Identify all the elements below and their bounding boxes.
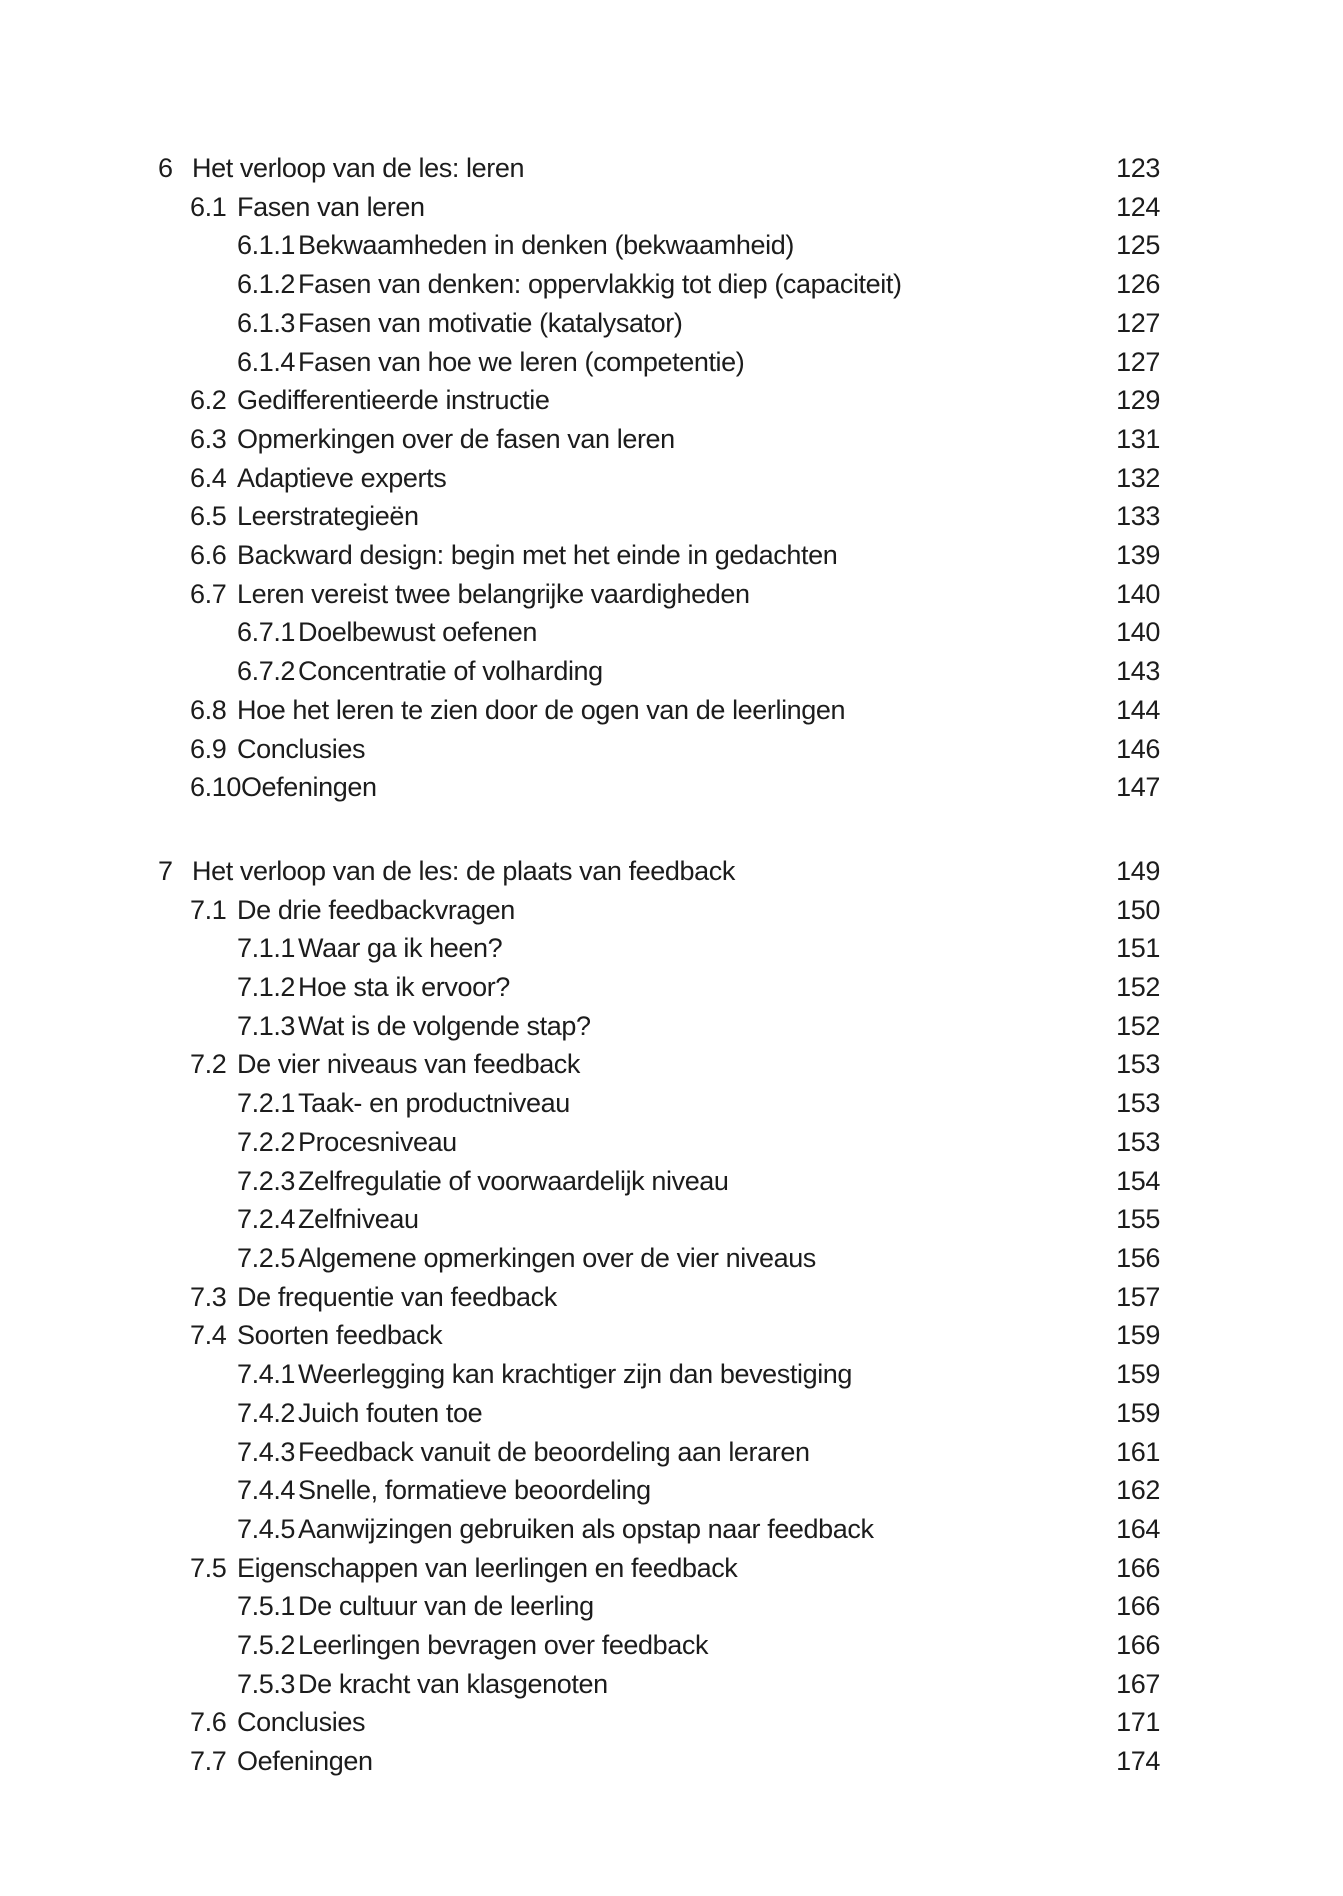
toc-entry-row (158, 768, 1160, 807)
toc-entry-title: Leerlingen bevragen over feedback (298, 1630, 709, 1661)
toc-entry-number: 6.6 (190, 540, 227, 571)
toc-entry-page-number: 131 (1116, 423, 1160, 454)
toc-entry-title: Procesniveau (298, 1126, 457, 1157)
toc-entry-page-number: 174 (1116, 1746, 1160, 1777)
toc-entry-page-number: 144 (1116, 694, 1160, 725)
toc-entry-number: 7.2.2 (237, 1126, 296, 1157)
toc-entry-page-number: 156 (1116, 1242, 1160, 1273)
toc-entry-page-number: 153 (1116, 1049, 1160, 1080)
toc-entry-number: 6.3 (190, 423, 227, 454)
toc-entry-title: De frequentie van feedback (237, 1281, 557, 1312)
toc-entry-page-number: 140 (1116, 578, 1160, 609)
toc-entry-title: Adaptieve experts (237, 462, 447, 493)
toc-chapter-title: Het verloop van de les: leren (192, 153, 525, 183)
toc-entry-number: 7.2.5 (237, 1242, 296, 1273)
toc-entry-number: 7.2.4 (237, 1204, 296, 1235)
toc-entry-title: Fasen van denken: oppervlakkig tot diep (capaciteit) (298, 269, 902, 300)
toc-entry-row (158, 1703, 1160, 1742)
toc-entry-row (158, 536, 1160, 575)
toc-entry-title: Doelbewust oefenen (298, 617, 537, 648)
toc-entry-page-number: 140 (1116, 617, 1160, 648)
toc-entry-number: 7.4 (190, 1320, 227, 1351)
toc-entry-number: 7.1.1 (237, 933, 296, 964)
toc-entry-row (158, 1278, 1160, 1317)
toc-entry-page-number: 125 (1116, 230, 1160, 261)
toc-entry-page-number: 152 (1116, 972, 1160, 1003)
toc-entry-row (158, 304, 1160, 343)
toc-chapter-number: 6 (158, 153, 173, 183)
toc-entry-page-number: 151 (1116, 933, 1160, 964)
toc-entry-title: Oefeningen (240, 772, 377, 803)
toc-entry-number: 7.5.1 (237, 1591, 296, 1622)
toc-entry-title: Feedback vanuit de beoordeling aan leraren (298, 1436, 810, 1467)
toc-entry-title: Oefeningen (237, 1746, 373, 1777)
toc-entry-title: Bekwaamheden in denken (bekwaamheid) (298, 230, 794, 261)
toc-entry-row (158, 1162, 1160, 1201)
toc-entry-row (158, 1587, 1160, 1626)
toc-entry-row (158, 1510, 1160, 1549)
toc-entry-row (158, 1123, 1160, 1162)
toc-entry-number: 7.5.2 (237, 1630, 296, 1661)
toc-entry-row (158, 1742, 1160, 1781)
toc-entry-number: 7.2.3 (237, 1165, 296, 1196)
toc-entry-title: Weerlegging kan krachtiger zijn dan bevestiging (298, 1359, 853, 1390)
toc-entry-page-number: 159 (1116, 1359, 1160, 1390)
toc-entry-title: Juich fouten toe (298, 1397, 483, 1428)
toc-entry-number: 6.7.2 (237, 656, 296, 687)
toc-entry-page-number: 153 (1116, 1126, 1160, 1157)
toc-entry-page-number: 129 (1116, 385, 1160, 416)
toc-entry-row (158, 1316, 1160, 1355)
toc-entry-title: Algemene opmerkingen over de vier niveaus (298, 1242, 816, 1273)
toc-entry-page-number: 127 (1116, 307, 1160, 338)
toc-entry-title: Waar ga ik heen? (298, 933, 503, 964)
toc-entry-row (158, 575, 1160, 614)
toc-entry-page-number: 157 (1116, 1281, 1160, 1312)
toc-entry-number: 6.10 (190, 772, 241, 803)
toc-entry-title: Opmerkingen over de fasen van leren (237, 423, 675, 454)
toc-entry-title: Fasen van leren (237, 191, 425, 222)
toc-entry-page-number: 143 (1116, 656, 1160, 687)
toc-entry-page-number: 139 (1116, 540, 1160, 571)
table-of-contents (158, 149, 1160, 1781)
toc-entry-number: 7.3 (190, 1281, 227, 1312)
toc-chapter-entries (158, 891, 1160, 1781)
toc-entry-row (158, 1665, 1160, 1704)
toc-entry-row (158, 652, 1160, 691)
toc-entry-number: 7.7 (190, 1746, 227, 1777)
toc-entry-number: 7.2 (190, 1049, 227, 1080)
toc-entry-title: Leerstrategieën (237, 501, 419, 532)
toc-chapter (158, 852, 1160, 1781)
toc-entry-row (158, 929, 1160, 968)
toc-entry-row (158, 1007, 1160, 1046)
toc-entry-number: 7.5 (190, 1552, 227, 1583)
toc-chapter-row (158, 149, 1160, 188)
toc-entry-row (158, 1394, 1160, 1433)
toc-entry-row (158, 730, 1160, 769)
toc-chapter-entries (158, 188, 1160, 807)
toc-entry-page-number: 132 (1116, 462, 1160, 493)
toc-entry-row (158, 1045, 1160, 1084)
toc-entry-number: 7.1.3 (237, 1010, 296, 1041)
toc-entry-number: 6.7.1 (237, 617, 296, 648)
toc-entry-title: Zelfregulatie of voorwaardelijk niveau (298, 1165, 729, 1196)
toc-entry-number: 7.1 (190, 894, 227, 925)
toc-entry-page-number: 167 (1116, 1668, 1160, 1699)
toc-entry-row (158, 1549, 1160, 1588)
toc-entry-title: Wat is de volgende stap? (298, 1010, 591, 1041)
toc-entry-title: Aanwijzingen gebruiken als opstap naar feedback (298, 1513, 874, 1544)
toc-entry-page-number: 154 (1116, 1165, 1160, 1196)
toc-entry-number: 7.4.5 (237, 1513, 296, 1544)
toc-entry-title: De drie feedbackvragen (237, 894, 515, 925)
toc-chapter (158, 149, 1160, 807)
toc-entry-row (158, 343, 1160, 382)
toc-entry-title: Fasen van hoe we leren (competentie) (298, 346, 745, 377)
toc-entry-number: 6.1.3 (237, 307, 296, 338)
toc-entry-page-number: 166 (1116, 1630, 1160, 1661)
toc-entry-number: 6.1.2 (237, 269, 296, 300)
toc-entry-page-number: 164 (1116, 1513, 1160, 1544)
toc-entry-title: Hoe het leren te zien door de ogen van de leerlingen (237, 694, 846, 725)
toc-entry-number: 7.2.1 (237, 1088, 296, 1119)
toc-entry-title: Soorten feedback (237, 1320, 443, 1351)
toc-entry-page-number: 150 (1116, 894, 1160, 925)
toc-chapter-number: 7 (158, 855, 173, 886)
toc-entry-row (158, 226, 1160, 265)
toc-entry-page-number: 162 (1116, 1475, 1160, 1506)
toc-entry-title: Snelle, formatieve beoordeling (298, 1475, 651, 1506)
toc-entry-number: 7.4.4 (237, 1475, 296, 1506)
toc-entry-number: 6.9 (190, 733, 227, 764)
toc-entry-title: Concentratie of volharding (298, 656, 603, 687)
toc-entry-title: Zelfniveau (298, 1204, 419, 1235)
toc-chapter-page-number: 123 (1116, 153, 1160, 183)
toc-entry-number: 6.1.1 (237, 230, 296, 261)
toc-entry-number: 7.1.2 (237, 972, 296, 1003)
toc-entry-page-number: 133 (1116, 501, 1160, 532)
toc-entry-page-number: 166 (1116, 1552, 1160, 1583)
toc-entry-page-number: 153 (1116, 1088, 1160, 1119)
toc-entry-page-number: 126 (1116, 269, 1160, 300)
toc-entry-row (158, 265, 1160, 304)
toc-entry-row (158, 1200, 1160, 1239)
toc-entry-row (158, 1626, 1160, 1665)
toc-entry-title: De vier niveaus van feedback (237, 1049, 581, 1080)
toc-entry-row (158, 497, 1160, 536)
toc-entry-row (158, 1084, 1160, 1123)
toc-entry-title: Gedifferentieerde instructie (237, 385, 550, 416)
toc-entry-row (158, 381, 1160, 420)
toc-entry-title: Hoe sta ik ervoor? (298, 972, 510, 1003)
toc-entry-row (158, 459, 1160, 498)
toc-entry-number: 6.7 (190, 578, 227, 609)
toc-entry-page-number: 155 (1116, 1204, 1160, 1235)
toc-chapter-row (158, 852, 1160, 891)
toc-entry-number: 6.5 (190, 501, 227, 532)
toc-entry-number: 6.8 (190, 694, 227, 725)
toc-entry-row (158, 1355, 1160, 1394)
toc-entry-title: Taak- en productniveau (298, 1088, 570, 1119)
toc-entry-title: Conclusies (237, 733, 366, 764)
toc-chapter-page-number: 149 (1116, 855, 1160, 886)
toc-chapter-title: Het verloop van de les: de plaats van feedback (192, 855, 735, 886)
toc-entry-number: 7.4.3 (237, 1436, 296, 1467)
toc-entry-page-number: 161 (1116, 1436, 1160, 1467)
toc-entry-number: 7.4.2 (237, 1397, 296, 1428)
toc-entry-number: 6.2 (190, 385, 227, 416)
toc-entry-page-number: 124 (1116, 191, 1160, 222)
toc-entry-number: 6.1.4 (237, 346, 296, 377)
toc-entry-row (158, 188, 1160, 227)
toc-entry-number: 7.4.1 (237, 1359, 296, 1390)
toc-entry-page-number: 171 (1116, 1707, 1160, 1738)
toc-entry-row (158, 968, 1160, 1007)
toc-entry-row (158, 420, 1160, 459)
toc-entry-title: Fasen van motivatie (katalysator) (298, 307, 683, 338)
toc-entry-title: Eigenschappen van leerlingen en feedback (237, 1552, 738, 1583)
toc-entry-row (158, 891, 1160, 930)
toc-entry-row (158, 1239, 1160, 1278)
toc-entry-page-number: 159 (1116, 1320, 1160, 1351)
toc-entry-page-number: 152 (1116, 1010, 1160, 1041)
toc-entry-title: Leren vereist twee belangrijke vaardigheden (237, 578, 750, 609)
toc-entry-title: De cultuur van de leerling (298, 1591, 594, 1622)
toc-entry-number: 6.4 (190, 462, 227, 493)
toc-entry-page-number: 146 (1116, 733, 1160, 764)
toc-entry-page-number: 159 (1116, 1397, 1160, 1428)
toc-entry-title: Backward design: begin met het einde in gedachten (237, 540, 838, 571)
toc-entry-page-number: 166 (1116, 1591, 1160, 1622)
toc-entry-page-number: 127 (1116, 346, 1160, 377)
toc-entry-row (158, 691, 1160, 730)
toc-entry-number: 6.1 (190, 191, 227, 222)
toc-entry-row (158, 613, 1160, 652)
toc-entry-title: De kracht van klasgenoten (298, 1668, 608, 1699)
toc-entry-row (158, 1471, 1160, 1510)
toc-entry-row (158, 1433, 1160, 1472)
toc-entry-number: 7.6 (190, 1707, 227, 1738)
toc-entry-number: 7.5.3 (237, 1668, 296, 1699)
toc-entry-page-number: 147 (1116, 772, 1160, 803)
toc-entry-title: Conclusies (237, 1707, 366, 1738)
